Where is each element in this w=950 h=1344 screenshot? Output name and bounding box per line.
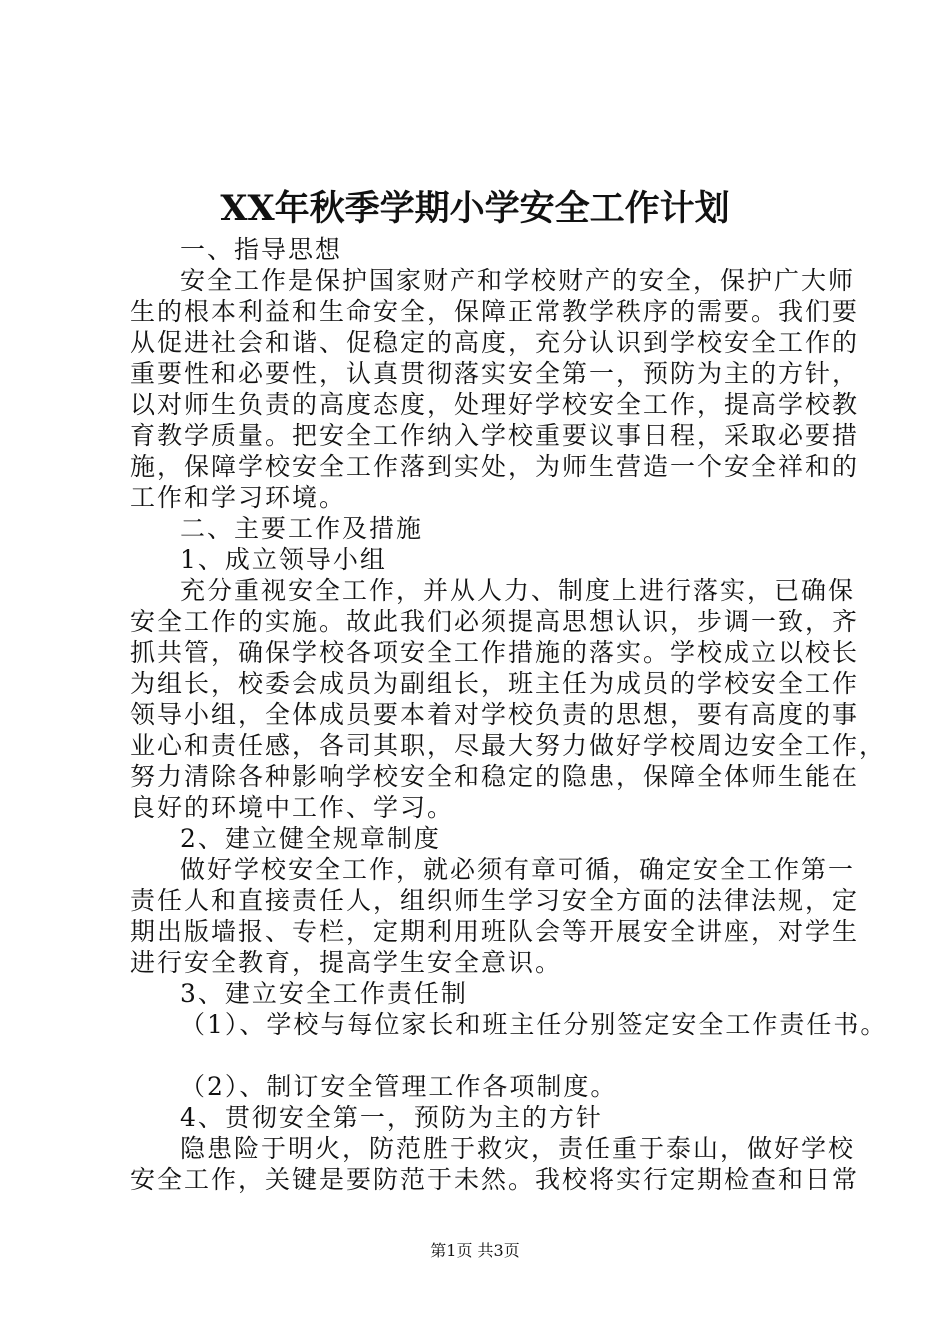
list-item: （2）、制订安全管理工作各项制度。 xyxy=(180,1072,618,1101)
paragraph-line: 业心和责任感，各司其职，尽最大努力做好学校周边安全工作， xyxy=(130,731,887,760)
paragraph-line: 育教学质量。把安全工作纳入学校重要议事日程，采取必要措 xyxy=(130,421,860,450)
section-heading-main-work: 二、主要工作及措施 xyxy=(180,514,424,543)
document-title: XX年秋季学期小学安全工作计划 xyxy=(220,188,730,229)
paragraph-line: 从促进社会和谐、促稳定的高度，充分认识到学校安全工作的 xyxy=(130,328,860,357)
page-number-footer: 第1页 共3页 xyxy=(430,1241,520,1260)
paragraph-line: 工作和学习环境。 xyxy=(130,483,347,512)
paragraph-line: 做好学校安全工作，就必须有章可循，确定安全工作第一 xyxy=(180,855,856,884)
section-heading-guiding-thought: 一、指导思想 xyxy=(180,235,343,264)
paragraph-line: 努力清除各种影响学校安全和稳定的隐患，保障全体师生能在 xyxy=(130,762,860,791)
paragraph-line: 隐患险于明火，防范胜于救灾，责任重于泰山，做好学校 xyxy=(180,1134,856,1163)
paragraph-line: 充分重视安全工作，并从人力、制度上进行落实，已确保 xyxy=(180,576,856,605)
paragraph-line: 生的根本利益和生命安全，保障正常教学秩序的需要。我们要 xyxy=(130,297,860,326)
paragraph-line: 良好的环境中工作、学习。 xyxy=(130,793,455,822)
paragraph-line: 重要性和必要性，认真贯彻落实安全第一，预防为主的方针， xyxy=(130,359,860,388)
list-item: （1）、学校与每位家长和班主任分别签定安全工作责任书。 xyxy=(180,1010,888,1039)
document-body xyxy=(130,234,888,1195)
paragraph-line: 责任人和直接责任人，组织师生学习安全方面的法律法规，定 xyxy=(130,886,860,915)
subsection-heading: 2、建立健全规章制度 xyxy=(180,824,441,853)
paragraph-line: 安全工作是保护国家财产和学校财产的安全，保护广大师 xyxy=(180,266,856,295)
paragraph-line: 为组长，校委会成员为副组长，班主任为成员的学校安全工作 xyxy=(130,669,860,698)
paragraph-line: 以对师生负责的高度态度，处理好学校安全工作，提高学校教 xyxy=(130,390,860,419)
paragraph-line: 进行安全教育，提高学生安全意识。 xyxy=(130,948,563,977)
blank-line xyxy=(130,1040,842,1071)
subsection-heading: 4、贯彻安全第一，预防为主的方针 xyxy=(180,1103,603,1132)
subsection-heading: 1、成立领导小组 xyxy=(180,545,387,574)
paragraph-line: 抓共管，确保学校各项安全工作措施的落实。学校成立以校长 xyxy=(130,638,860,667)
subsection-heading: 3、建立安全工作责任制 xyxy=(180,979,468,1008)
paragraph-line: 施，保障学校安全工作落到实处，为师生营造一个安全祥和的 xyxy=(130,452,860,481)
paragraph-line: 期出版墙报、专栏，定期利用班队会等开展安全讲座，对学生 xyxy=(130,917,860,946)
paragraph-line: 安全工作，关键是要防范于未然。我校将实行定期检查和日常 xyxy=(130,1165,860,1194)
paragraph-line: 领导小组，全体成员要本着对学校负责的思想，要有高度的事 xyxy=(130,700,860,729)
paragraph-line: 安全工作的实施。故此我们必须提高思想认识，步调一致，齐 xyxy=(130,607,860,636)
